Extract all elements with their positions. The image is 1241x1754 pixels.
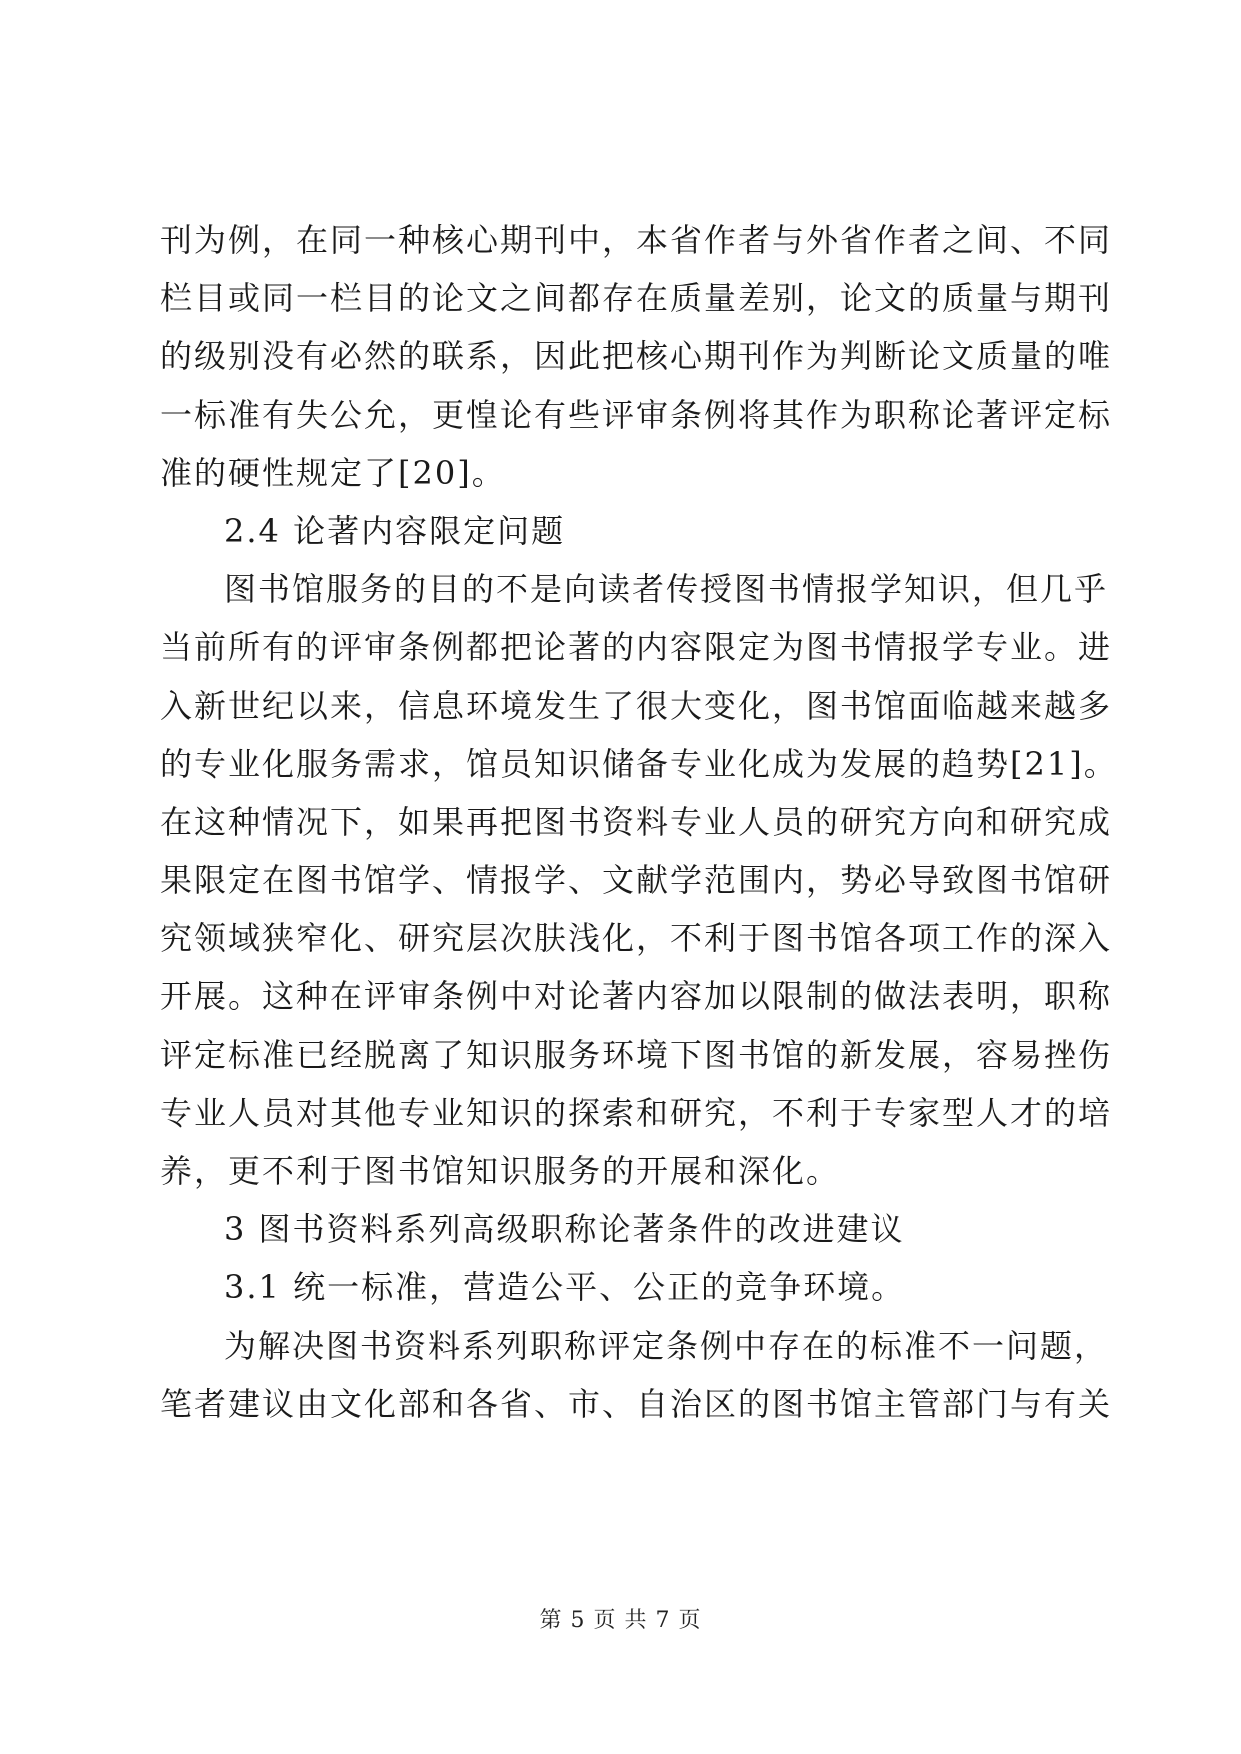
paragraph-line: 专业人员对其他专业知识的探索和研究，不利于专家型人才的培 <box>160 1093 1113 1132</box>
paragraph-line: 究领域狭窄化、研究层次肤浅化，不利于图书馆各项工作的深入 <box>160 919 1113 958</box>
paragraph-line: 果限定在图书馆学、情报学、文献学范围内，势必导致图书馆研 <box>160 861 1113 900</box>
paragraph-line: 栏目或同一栏目的论文之间都存在质量差别，论文的质量与期刊 <box>160 279 1113 318</box>
paragraph-line: 的专业化服务需求，馆员知识储备专业化成为发展的趋势[21]。 <box>160 744 1118 783</box>
paragraph-line: 笔者建议由文化部和各省、市、自治区的图书馆主管部门与有关 <box>160 1384 1113 1423</box>
paragraph-line: 一标准有失公允，更惶论有些评审条例将其作为职称论著评定标 <box>160 395 1113 434</box>
paragraph-line: 当前所有的评审条例都把论著的内容限定为图书情报学专业。进 <box>160 628 1113 667</box>
paragraph-line: 为解决图书资料系列职称评定条例中存在的标准不一问题， <box>224 1326 1109 1365</box>
page-number-footer: 第 5 页 共 7 页 <box>539 1608 702 1633</box>
section-heading: 2.4 论著内容限定问题 <box>224 511 566 550</box>
paragraph-line: 养，更不利于图书馆知识服务的开展和深化。 <box>160 1152 841 1190</box>
paragraph-line: 开展。这种在评审条例中对论著内容加以限制的做法表明，职称 <box>160 977 1113 1016</box>
paragraph-line: 在这种情况下，如果再把图书资料专业人员的研究方向和研究成 <box>160 802 1113 841</box>
paragraph-line: 图书馆服务的目的不是向读者传授图书情报学知识，但几乎 <box>224 570 1109 609</box>
paragraph-line: 入新世纪以来，信息环境发生了很大变化，图书馆面临越来越多 <box>160 686 1113 725</box>
paragraph-line: 准的硬性规定了[20]。 <box>160 453 506 492</box>
paragraph-line: 刊为例，在同一种核心期刊中，本省作者与外省作者之间、不同 <box>160 221 1113 259</box>
body-text <box>160 221 1118 1446</box>
paragraph-line: 的级别没有必然的联系，因此把核心期刊作为判断论文质量的唯 <box>160 337 1113 376</box>
section-heading: 3 图书资料系列高级职称论著条件的改进建议 <box>224 1210 905 1249</box>
section-heading: 3.1 统一标准，营造公平、公正的竞争环境。 <box>224 1268 906 1307</box>
paragraph-line: 评定标准已经脱离了知识服务环境下图书馆的新发展，容易挫伤 <box>160 1035 1113 1074</box>
